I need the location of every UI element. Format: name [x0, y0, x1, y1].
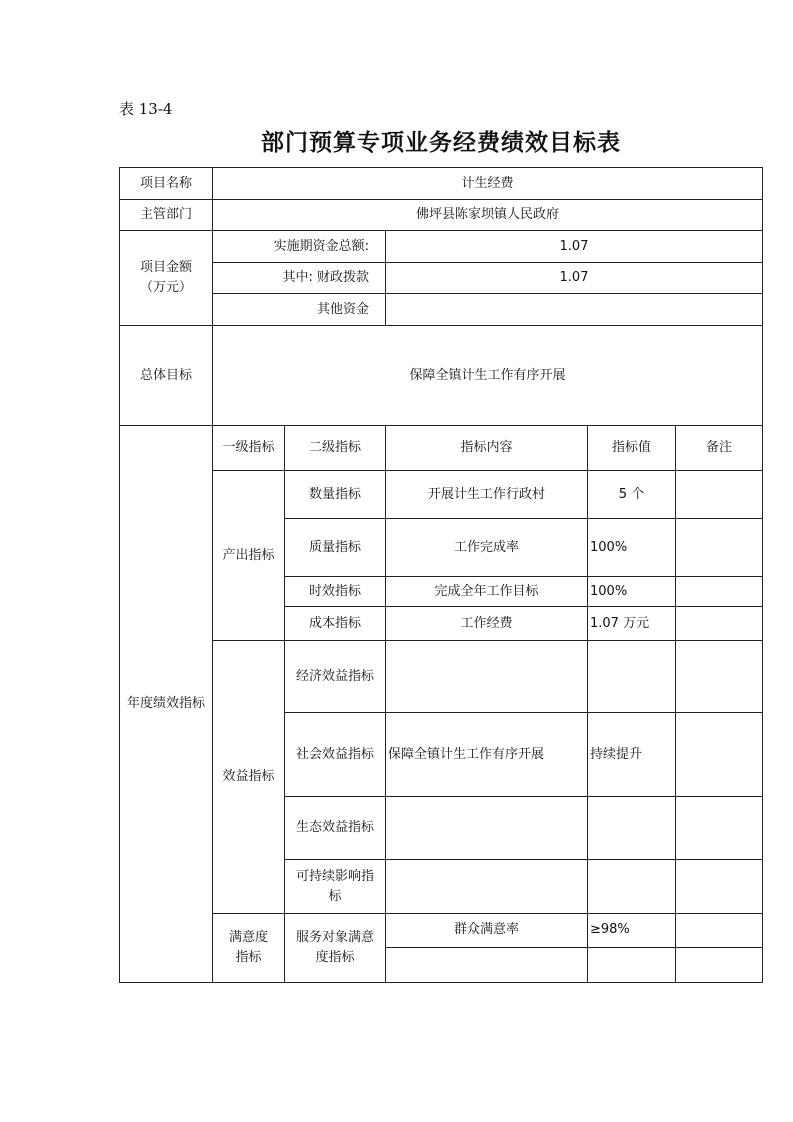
col-header-value: 指标值	[588, 426, 676, 471]
indicators-section-label: 年度绩效指标	[120, 426, 213, 983]
indicator-value: 5 个	[588, 471, 676, 519]
indicator-content: 开展计生工作行政村	[386, 471, 588, 519]
indicator-name: 时效指标	[285, 577, 386, 607]
col-header-level1: 一级指标	[213, 426, 285, 471]
benefit-indicators-label: 效益指标	[213, 641, 285, 914]
indicator-value	[588, 797, 676, 860]
project-name-label: 项目名称	[120, 168, 213, 200]
other-label: 其他资金	[213, 294, 386, 326]
indicator-name: 社会效益指标	[285, 713, 386, 797]
amount-label: 项目金额（万元）	[120, 231, 213, 326]
indicator-note	[676, 914, 763, 948]
goal-label: 总体目标	[120, 326, 213, 426]
dept-label: 主管部门	[120, 200, 213, 231]
page-title: 部门预算专项业务经费绩效目标表	[261, 129, 621, 156]
fiscal-label: 其中: 财政拨款	[213, 263, 386, 294]
indicator-name: 质量指标	[285, 519, 386, 577]
table-row	[120, 200, 763, 231]
other-value	[386, 294, 763, 326]
indicator-content: 保障全镇计生工作有序开展	[386, 713, 588, 797]
indicator-value	[588, 641, 676, 713]
indicator-content	[386, 797, 588, 860]
table-row	[120, 231, 763, 263]
indicator-value: 持续提升	[588, 713, 676, 797]
indicator-name: 成本指标	[285, 607, 386, 641]
col-header-level2: 二级指标	[285, 426, 386, 471]
output-indicators-label: 产出指标	[213, 471, 285, 641]
table-row	[120, 641, 763, 713]
indicator-note	[676, 948, 763, 983]
col-header-note: 备注	[676, 426, 763, 471]
performance-target-table	[119, 167, 763, 983]
indicator-value: 1.07 万元	[588, 607, 676, 641]
table-code: 表 13-4	[119, 100, 173, 118]
indicator-content	[386, 860, 588, 914]
table-row	[120, 426, 763, 471]
indicator-note	[676, 641, 763, 713]
table-row	[120, 294, 763, 326]
indicator-content	[386, 948, 588, 983]
indicator-note	[676, 797, 763, 860]
indicator-value	[588, 948, 676, 983]
indicator-value: 100%	[588, 519, 676, 577]
col-header-content: 指标内容	[386, 426, 588, 471]
indicator-note	[676, 607, 763, 641]
indicator-name: 生态效益指标	[285, 797, 386, 860]
indicator-value: 100%	[588, 577, 676, 607]
indicator-name: 经济效益指标	[285, 641, 386, 713]
table-row	[120, 914, 763, 948]
table-row	[120, 168, 763, 200]
table-row	[120, 263, 763, 294]
fiscal-value: 1.07	[386, 263, 763, 294]
indicator-content: 工作完成率	[386, 519, 588, 577]
indicator-content	[386, 641, 588, 713]
indicator-name: 数量指标	[285, 471, 386, 519]
indicator-value	[588, 860, 676, 914]
indicator-content: 工作经费	[386, 607, 588, 641]
total-value: 1.07	[386, 231, 763, 263]
indicator-note	[676, 471, 763, 519]
indicator-note	[676, 519, 763, 577]
indicator-note	[676, 860, 763, 914]
goal-value: 保障全镇计生工作有序开展	[213, 326, 763, 426]
table-row	[120, 471, 763, 519]
table-row	[120, 326, 763, 426]
indicator-note	[676, 577, 763, 607]
satisfaction-indicators-label: 满意度指标	[213, 914, 285, 983]
indicator-value: ≥98%	[588, 914, 676, 948]
satisfaction-sub-label: 服务对象满意度指标	[285, 914, 386, 983]
indicator-content: 完成全年工作目标	[386, 577, 588, 607]
dept-value: 佛坪县陈家坝镇人民政府	[213, 200, 763, 231]
indicator-note	[676, 713, 763, 797]
project-name-value: 计生经费	[213, 168, 763, 200]
indicator-name: 可持续影响指标	[285, 860, 386, 914]
indicator-content: 群众满意率	[386, 914, 588, 948]
total-label: 实施期资金总额:	[213, 231, 386, 263]
